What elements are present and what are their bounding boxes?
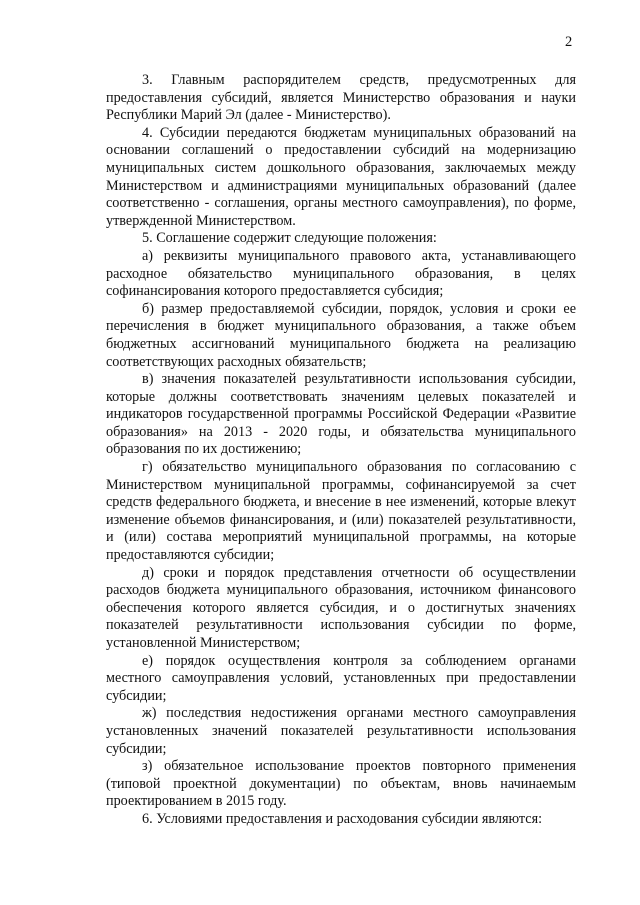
paragraph-clause-3: 3. Главным распорядителем средств, предусмотренных для предоставления субсидий, является Министерство образования и науки Республики Марий Эл (далее - Министерство). (106, 72, 576, 124)
paragraph-item-d: д) сроки и порядок представления отчетности об осуществлении расходов бюджета муниципального образования, источником финансового обеспечения которого является субсидия, и о достигнутых значениях показателей результативности использования субсидии по форме, установленной Министерством; (106, 564, 576, 651)
paragraph-clause-6: 6. Условиями предоставления и расходования субсидии являются: (142, 810, 543, 827)
paragraph-item-zh: ж) последствия недостижения органами местного самоуправления установленных значений показателей результативности использования субсидии; (106, 705, 576, 757)
paragraph-item-v: в) значения показателей результативности использования субсидии, которые должны соответствовать значениям целевых показателей и индикаторов государственной программы Российской Федерации «Развитие образования» на 2013 - 2020 годы, и обязательства муниципального образования по их достижению; (106, 371, 576, 458)
paragraph-item-g: г) обязательство муниципального образования по согласованию с Министерством муниципальной программы, софинансируемой за счет средств федерального бюджета, и внесение в нее изменений, которые влекут изменение объемов финансирования, и (или) показателей результативности, и (или) состава мероприятий муниципальной программы, на которые предоставляются субсидии; (106, 459, 576, 564)
paragraph-item-a: а) реквизиты муниципального правового акта, устанавливающего расходное обязательство муниципального образования, в целях софинансирования которого предоставляется субсидия; (106, 247, 576, 300)
page-number: 2 (565, 34, 573, 50)
paragraph-clause-5: 5. Соглашение содержит следующие положения: (142, 230, 437, 247)
document-body (106, 72, 576, 829)
paragraph-item-z: з) обязательное использование проектов повторного применения (типовой проектной документации) по объектам, вновь начинаемым проектированием в 2015 году. (106, 758, 576, 810)
paragraph-item-e: е) порядок осуществления контроля за соблюдением органами местного самоуправления условий, установленных при предоставлении субсидии; (106, 652, 576, 704)
paragraph-item-b: б) размер предоставляемой субсидии, порядок, условия и сроки ее перечисления в бюджет муниципального образования, а также объем бюджетных ассигнований муниципального бюджета на реализацию соответствующих расходных обязательств; (106, 300, 576, 370)
paragraph-clause-4: 4. Субсидии передаются бюджетам муниципальных образований на основании соглашений о предоставлении субсидий на модернизацию муниципальных систем дошкольного образования, заключаемых между Министерством и администрациями муниципальных образований (далее соответственно - соглашения, органы местного самоуправления), по форме, утвержденной Министерством. (106, 124, 576, 229)
